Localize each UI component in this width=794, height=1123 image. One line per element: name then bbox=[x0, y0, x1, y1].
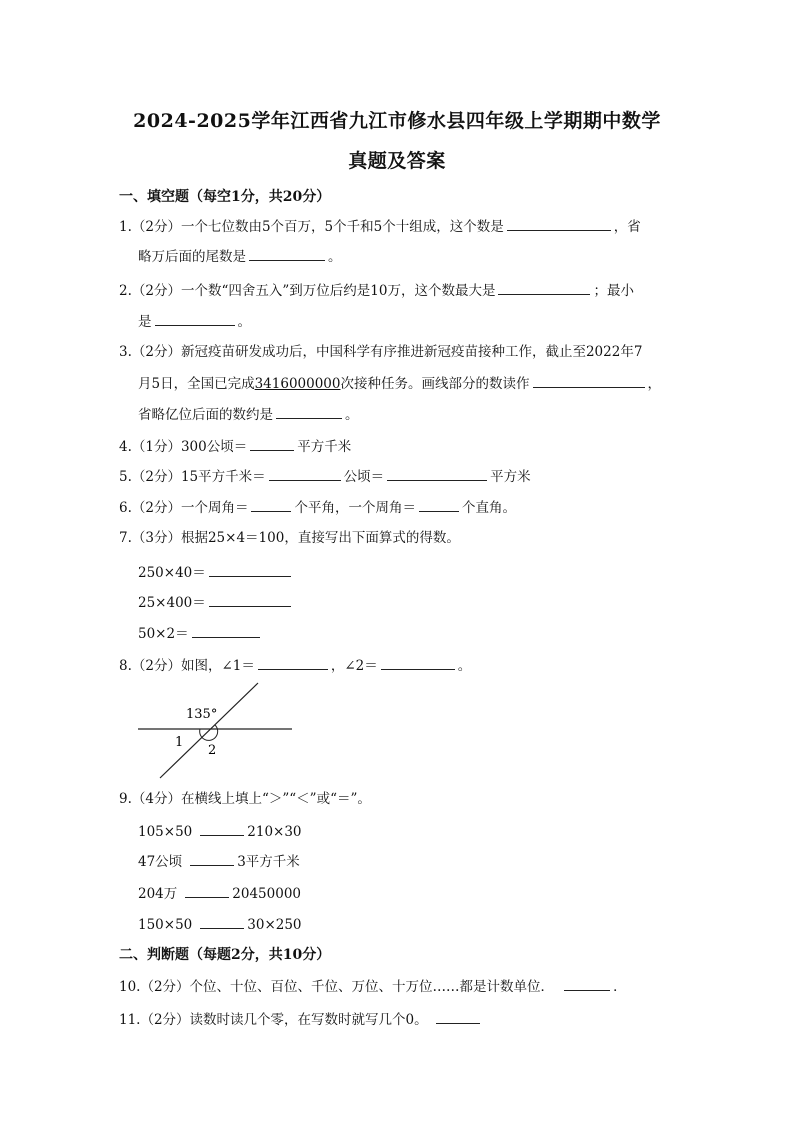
question-1-cont: 略万后面的尾数是 。 bbox=[138, 246, 342, 267]
question-7-expr-2: 25×400＝ bbox=[138, 592, 294, 613]
page-subtitle: 真题及答案 bbox=[348, 150, 446, 172]
compare-row: 150×50 30×250 bbox=[138, 914, 302, 935]
answer-blank[interactable] bbox=[190, 851, 234, 866]
answer-blank[interactable] bbox=[258, 655, 328, 670]
compare-row: 204万 20450000 bbox=[138, 883, 301, 904]
answer-blank[interactable] bbox=[209, 562, 291, 577]
answer-blank[interactable] bbox=[269, 466, 341, 481]
answer-blank[interactable] bbox=[155, 311, 235, 326]
question-3: 3.（2分）新冠疫苗研发成功后，中国科学有序推进新冠疫苗接种工作，截止至2022年7 bbox=[119, 344, 643, 360]
question-8: 8.（2分）如图，∠1＝ ，∠2＝ 。 bbox=[119, 655, 471, 676]
angle-label-135: 135° bbox=[186, 707, 218, 722]
section-heading-true-false: 二、判断题（每题2分，共10分） bbox=[119, 947, 331, 963]
question-10: 10.（2分）个位、十位、百位、千位、万位、十万位……都是计数单位． ． bbox=[119, 976, 627, 997]
question-3-cont2: 省略亿位后面的数约是 。 bbox=[138, 404, 359, 425]
answer-blank[interactable] bbox=[533, 373, 645, 388]
answer-blank[interactable] bbox=[200, 821, 244, 836]
answer-blank[interactable] bbox=[564, 976, 610, 991]
question-7-expr-3: 50×2＝ bbox=[138, 623, 263, 644]
question-3-cont: 月5日，全国已完成3416000000次接种任务。画线部分的数读作 ， bbox=[138, 373, 661, 394]
answer-blank[interactable] bbox=[209, 592, 291, 607]
underlined-number: 3416000000 bbox=[254, 376, 341, 392]
answer-blank[interactable] bbox=[200, 914, 244, 929]
question-6: 6.（2分）一个周角＝ 个平角，一个周角＝ 个直角。 bbox=[119, 497, 516, 518]
section-heading-fill-blanks: 一、填空题（每空1分，共20分） bbox=[119, 189, 331, 205]
question-7-expr-1: 250×40＝ bbox=[138, 562, 294, 583]
question-11: 11.（2分）读数时读几个零，在写数时就写几个0。 bbox=[119, 1009, 483, 1030]
answer-blank[interactable] bbox=[185, 883, 229, 898]
question-2: 2.（2分）一个数“四舍五入”到万位后约是10万，这个数最大是 ；最小 bbox=[119, 280, 634, 301]
question-5: 5.（2分）15平方千米＝ 公顷＝ 平方米 bbox=[119, 466, 531, 487]
answer-blank[interactable] bbox=[498, 280, 590, 295]
answer-blank[interactable] bbox=[251, 497, 291, 512]
answer-blank[interactable] bbox=[276, 404, 342, 419]
angle-label-2: 2 bbox=[208, 743, 217, 758]
answer-blank[interactable] bbox=[192, 623, 260, 638]
page-title: 2024-2025学年江西省九江市修水县四年级上学期期中数学 bbox=[133, 110, 661, 132]
answer-blank[interactable] bbox=[249, 246, 325, 261]
question-4: 4.（1分）300公顷＝ 平方千米 bbox=[119, 436, 351, 457]
question-2-cont: 是 。 bbox=[138, 311, 251, 332]
answer-blank[interactable] bbox=[250, 436, 294, 451]
compare-row: 105×50 210×30 bbox=[138, 821, 302, 842]
angle-arc bbox=[200, 725, 218, 740]
oblique-line bbox=[160, 683, 258, 778]
compare-row: 47公顷 3平方千米 bbox=[138, 851, 300, 872]
answer-blank[interactable] bbox=[419, 497, 459, 512]
answer-blank[interactable] bbox=[387, 466, 487, 481]
answer-blank[interactable] bbox=[436, 1009, 480, 1024]
angle-label-1: 1 bbox=[175, 735, 184, 750]
question-9: 9.（4分）在横线上填上“＞”“＜”或“＝”。 bbox=[119, 791, 371, 807]
question-1: 1.（2分）一个七位数由5个百万，5个千和5个十组成，这个数是 ，省 bbox=[119, 216, 641, 237]
angle-figure bbox=[136, 680, 296, 780]
question-7: 7.（3分）根据25×4＝100，直接写出下面算式的得数。 bbox=[119, 530, 460, 546]
answer-blank[interactable] bbox=[507, 216, 611, 231]
answer-blank[interactable] bbox=[381, 655, 455, 670]
